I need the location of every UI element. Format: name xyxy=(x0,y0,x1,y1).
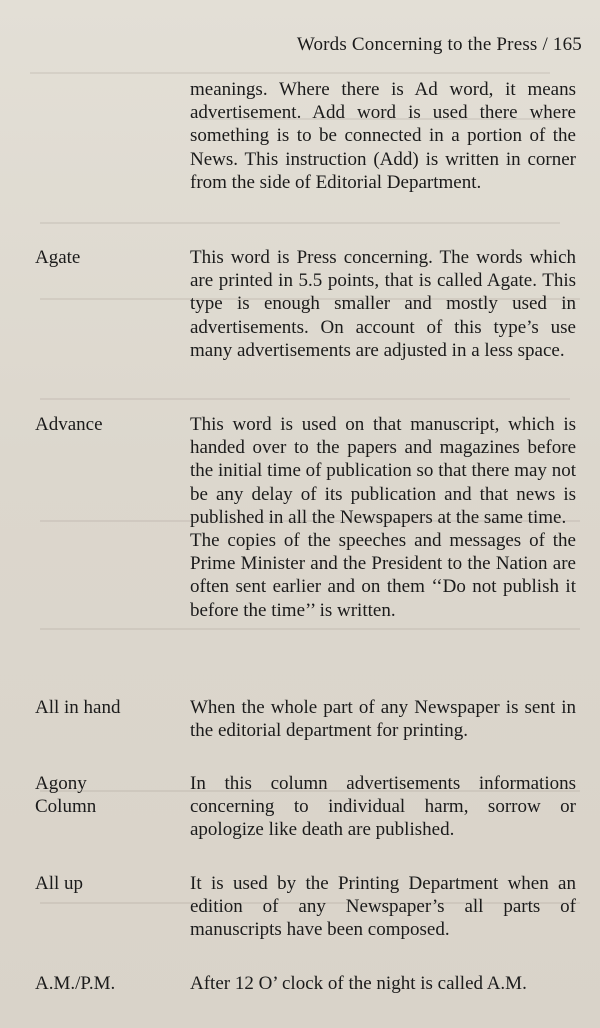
running-head: Words Concerning to the Press / 165 xyxy=(296,34,582,55)
entry-term: Advance xyxy=(35,414,103,435)
entry-definition: When the whole part of any Newspaper is sent in the editorial department for printing. xyxy=(190,697,576,742)
continued-definition-text: meanings. Where there is Ad word, it means advertisement. Add word is used there where something is to be connected in a portion of the News. This instruction (Add) is written in corner from the side of Editorial Department. xyxy=(190,79,576,193)
entry-definition: After 12 O’ clock of the night is called A.M. xyxy=(190,973,527,994)
entry-definition-paragraph: This word is used on that manuscript, which is handed over to the papers and magazines before the initial time of publication so that there may not be any delay of its publication and that news is published in all the Newspapers at the same time. xyxy=(190,414,576,528)
entry-definition-paragraph: The copies of the speeches and messages of the Prime Minister and the President to the Nation are often sent earlier and on them ‘‘Do not publish it before the time’’ is written. xyxy=(190,530,576,621)
entry-definition: It is used by the Printing Department when an edition of any Newspaper’s all parts of manuscripts have been composed. xyxy=(190,873,576,941)
entry-term: All up xyxy=(35,873,84,894)
bleed-through-line xyxy=(40,222,560,224)
bleed-through-line xyxy=(40,398,570,400)
entry-term: Agony Column xyxy=(35,773,97,817)
entry-term: A.M./P.M. xyxy=(35,973,116,994)
entry-definition xyxy=(190,413,576,622)
bleed-through-line xyxy=(40,628,580,630)
entry-definition: This word is Press concerning. The words which are printed in 5.5 points, that is called Agate. This type is enough smaller and mostly used in advertisements. On account of this type’s use many advertisements are adjusted in a less space. xyxy=(190,247,576,361)
entry-term: All in hand xyxy=(35,697,121,718)
bleed-through-line xyxy=(30,72,550,74)
entry-term: Agate xyxy=(35,247,81,268)
entry-definition: In this column advertisements informations concerning to individual harm, sorrow or apologize like death are published. xyxy=(190,773,576,841)
